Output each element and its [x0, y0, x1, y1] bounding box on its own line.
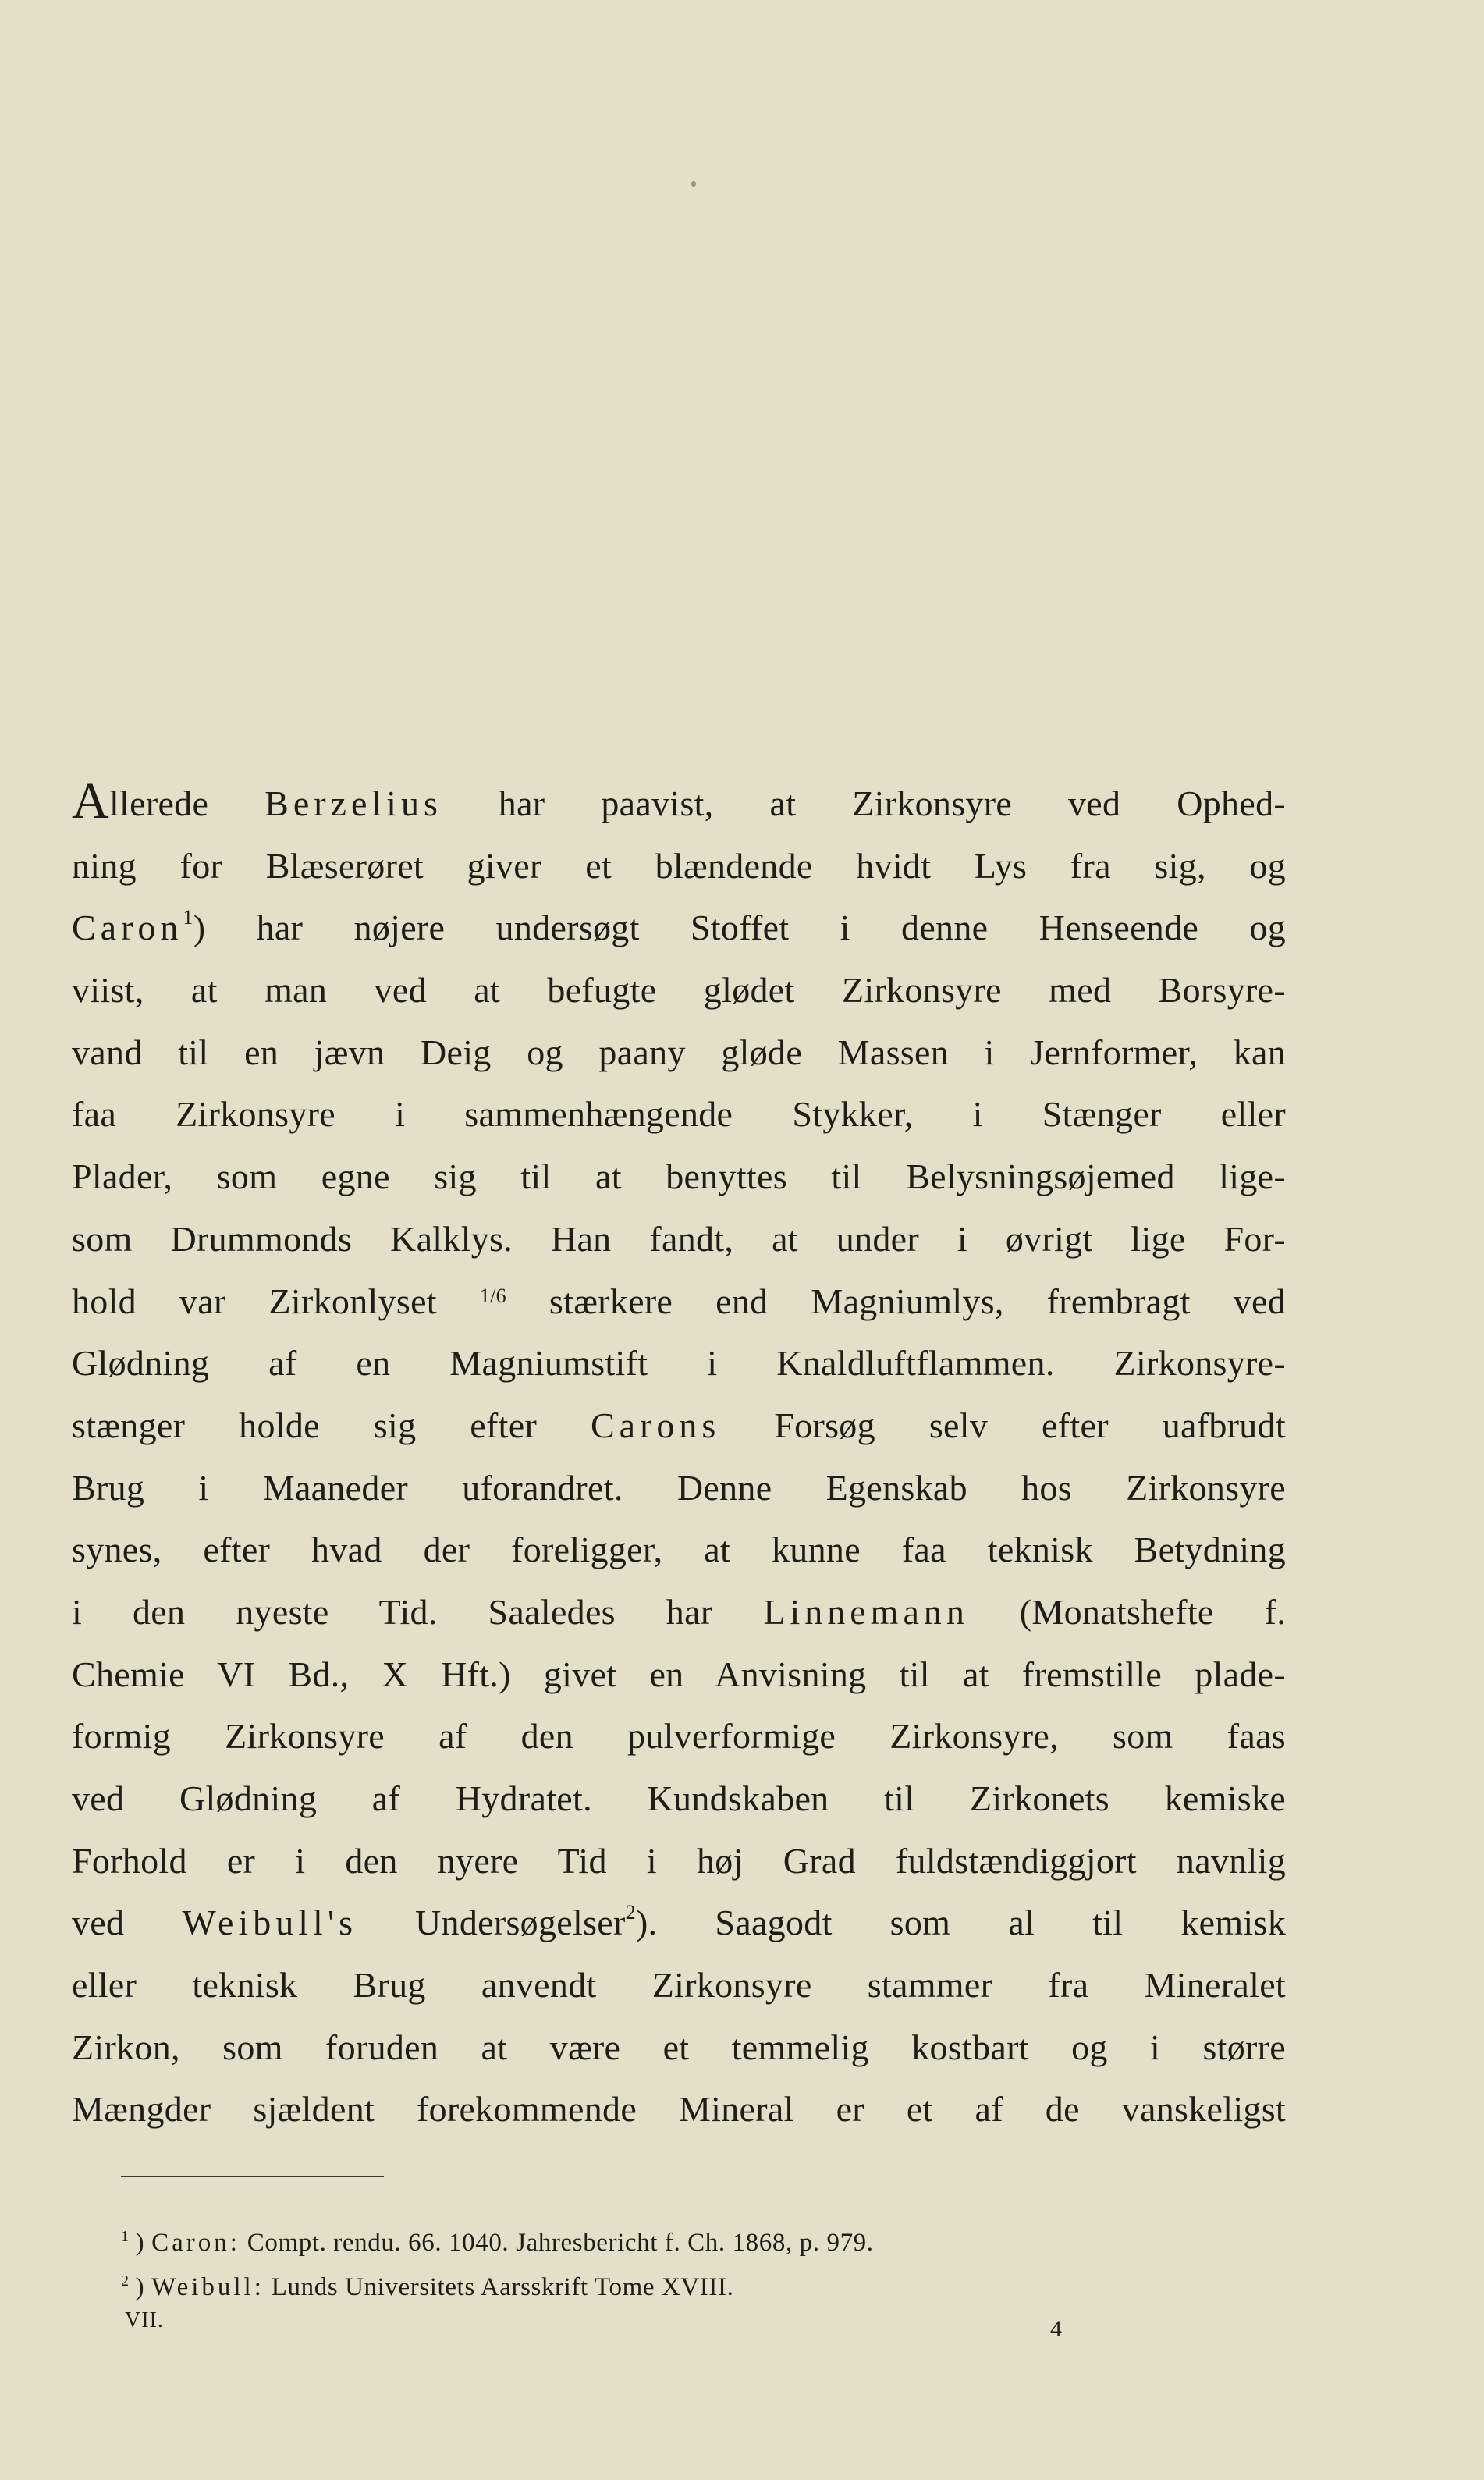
drop-cap: A — [72, 773, 109, 830]
text-run: (Monatshefte f. — [968, 1591, 1286, 1632]
text-line — [72, 773, 1286, 835]
text-line — [72, 1705, 1286, 1768]
footnote-ref: 1 — [183, 906, 193, 929]
text-run: ning for Blæserøret giver et blændende hvidt Lys fra sig, og — [72, 845, 1286, 886]
author-name: Linnemann — [763, 1591, 969, 1632]
text-line — [72, 1083, 1286, 1146]
footnote: $^2$ ) Weibull: Lunds Universitets Aarsskrift Tome XVIII. — [121, 2272, 734, 2301]
text-run: ved Glødning af Hydratet. Kundskaben til Zirkonets kemiske — [72, 1778, 1286, 1818]
text-run: Plader, som egne sig til at benyttes til Belysningsøjemed lige- — [72, 1157, 1286, 1197]
text-line — [72, 1768, 1286, 1830]
text-run: faa Zirkonsyre i sammenhængende Stykker, i Stænger eller — [72, 1094, 1286, 1135]
text-run: ). Saagodt som al til kemisk — [635, 1903, 1287, 1943]
footnote-divider — [121, 2176, 384, 2177]
signature-number: 4 — [1050, 2316, 1062, 2342]
footnote-text: Lunds Universitets Aarsskrift Tome XVIII. — [271, 2273, 734, 2301]
text-run: vand til en jævn Deig og paany gløde Massen i Jernformer, kan — [72, 1032, 1286, 1072]
text-run: Chemie VI Bd., X Hft.) givet en Anvisning til at fremstille plade- — [72, 1654, 1286, 1694]
footnotes — [121, 2221, 1291, 2310]
text-line — [72, 1395, 1286, 1457]
text-run: viist, at man ved at befugte glødet Zirkonsyre med Borsyre- — [72, 970, 1286, 1011]
author-name: Weibull's — [182, 1903, 358, 1943]
text-line — [72, 1021, 1286, 1084]
text-run: Zirkon, som foruden at være et temmelig kostbart og i større — [72, 2027, 1286, 2067]
text-line — [72, 1954, 1286, 2016]
text-run: i den nyeste Tid. Saaledes har — [72, 1591, 764, 1632]
text-line — [72, 1892, 1286, 1954]
text-run: hold var Zirkonlyset — [72, 1281, 480, 1321]
author-name: Carons — [591, 1405, 721, 1445]
text-run: synes, efter hvad der foreligger, at kunne faa teknisk Betydning — [72, 1530, 1286, 1570]
text-line — [72, 1208, 1286, 1270]
footnote-author: Weibull: — [151, 2273, 264, 2301]
author-name: Berzelius — [264, 783, 442, 823]
footnote-text: Compt. rendu. 66. 1040. Jahresbericht f. Ch. 1868, p. 979. — [247, 2229, 874, 2257]
text-run: Mængder sjældent forekommende Mineral er et af de vanskeligst — [72, 2089, 1286, 2130]
text-line — [72, 897, 1286, 959]
text-run: stænger holde sig efter — [72, 1405, 591, 1445]
text-run: llerede — [108, 783, 265, 823]
author-name: Caron — [72, 908, 183, 948]
text-run: som Drummonds Kalklys. Han fandt, at under i øvrigt lige For- — [72, 1218, 1286, 1259]
text-run: Undersøgelser — [357, 1903, 626, 1943]
text-run: Brug i Maaneder uforandret. Denne Egenskab hos Zirkonsyre — [72, 1467, 1286, 1508]
footnote-mark: 1 — [121, 2228, 130, 2245]
text-line — [72, 2016, 1286, 2079]
text-line — [72, 959, 1286, 1021]
text-line — [72, 1581, 1286, 1643]
text-line — [72, 1270, 1286, 1333]
text-run: ) har nøjere undersøgt Stoffet i denne Henseende og — [193, 908, 1286, 948]
footnote-author: Caron: — [151, 2229, 240, 2257]
text-line — [72, 1830, 1286, 1892]
text-run: stærkere end Magniumlys, frembragt ved — [506, 1281, 1286, 1321]
text-line — [72, 835, 1286, 897]
text-run: ved — [72, 1903, 183, 1943]
paper-speck — [691, 181, 696, 187]
text-line — [72, 1643, 1286, 1706]
footnote-ref: 2 — [625, 1901, 636, 1924]
text-run: formig Zirkonsyre af den pulverformige Zirkonsyre, som faas — [72, 1716, 1286, 1757]
signature-mark: VII. — [125, 2308, 164, 2333]
main-paragraph — [72, 773, 1286, 2141]
footnote: $^1$ ) Caron: Compt. rendu. 66. 1040. Jahresbericht f. Ch. 1868, p. 979. — [121, 2228, 874, 2257]
text-line — [72, 1457, 1286, 1519]
text-run: Forhold er i den nyere Tid i høj Grad fuldstændiggjort navnlig — [72, 1840, 1286, 1881]
text-run: Forsøg selv efter uafbrudt — [720, 1405, 1286, 1445]
text-line — [72, 1146, 1286, 1208]
text-run: har paavist, at Zirkonsyre ved Ophed- — [442, 783, 1286, 823]
text-line — [72, 1332, 1286, 1395]
text-line — [72, 1519, 1286, 1581]
fraction: 1/6 — [479, 1284, 506, 1307]
text-line — [72, 2078, 1286, 2141]
text-run: Glødning af en Magniumstift i Knaldluftflammen. Zirkonsyre- — [72, 1343, 1286, 1384]
text-run: eller teknisk Brug anvendt Zirkonsyre stammer fra Mineralet — [72, 1965, 1286, 2006]
footnote-mark: 2 — [121, 2272, 130, 2290]
